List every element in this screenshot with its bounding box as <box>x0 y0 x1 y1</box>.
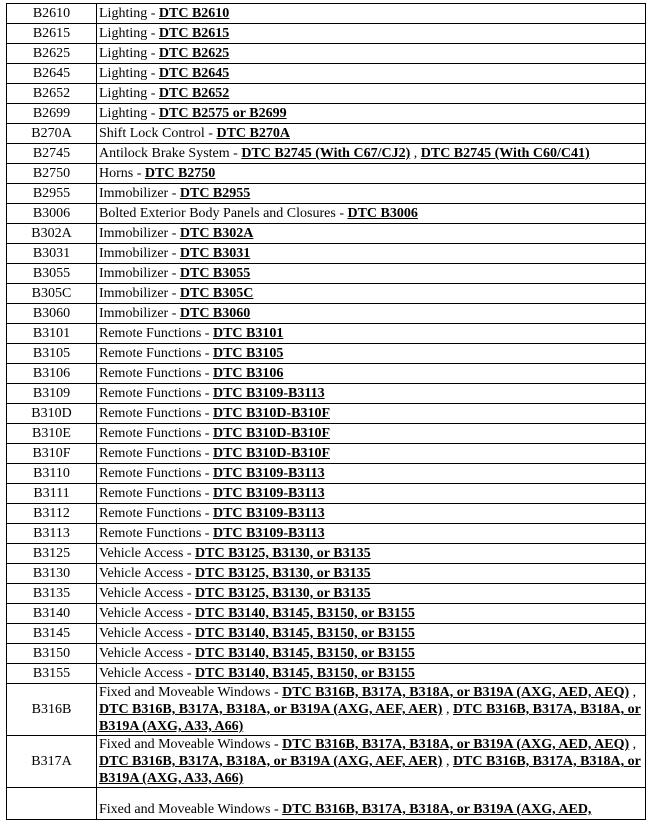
system-name: Immobilizer <box>99 266 169 281</box>
dtc-code-cell: B3155 <box>7 664 97 684</box>
table-row <box>7 604 646 624</box>
dtc-code-cell: B2745 <box>7 144 97 164</box>
table-row <box>7 664 646 684</box>
dtc-description-cell: Remote Functions - DTC B3109-B3113 <box>97 524 646 544</box>
dtc-description-cell: Lighting - DTC B2652 <box>97 84 646 104</box>
system-name: Vehicle Access <box>99 586 184 601</box>
system-name: Lighting <box>99 26 148 41</box>
dtc-link[interactable]: DTC B316B, B317A, B318A, or B319A (AXG, AED, <box>282 802 592 817</box>
dtc-description-cell: Remote Functions - DTC B3105 <box>97 344 646 364</box>
table-row <box>7 736 646 788</box>
dtc-code-cell: B2699 <box>7 104 97 124</box>
system-name: Lighting <box>99 86 148 101</box>
system-name: Fixed and Moveable Windows <box>99 685 271 700</box>
dtc-code-cell <box>7 788 97 820</box>
dtc-description-cell: Vehicle Access - DTC B3125, B3130, or B3135 <box>97 584 646 604</box>
dtc-code-cell: B3106 <box>7 364 97 384</box>
system-name: Immobilizer <box>99 186 169 201</box>
dtc-link[interactable]: DTC B316B, B317A, B318A, or B319A (AXG, AEF, AER) <box>99 702 443 717</box>
table-row <box>7 384 646 404</box>
dtc-description-cell: Lighting - DTC B2645 <box>97 64 646 84</box>
dtc-description-cell: Lighting - DTC B2615 <box>97 24 646 44</box>
dtc-description-cell: Vehicle Access - DTC B3125, B3130, or B3135 <box>97 544 646 564</box>
table-row <box>7 644 646 664</box>
dtc-description-cell: Lighting - DTC B2625 <box>97 44 646 64</box>
dtc-link[interactable]: DTC B270A <box>216 126 290 141</box>
dtc-link[interactable]: DTC B3101 <box>212 326 284 341</box>
system-name: Bolted Exterior Body Panels and Closures <box>99 206 336 221</box>
table-row <box>7 284 646 304</box>
dtc-code-cell: B3111 <box>7 484 97 504</box>
dtc-link[interactable]: DTC B316B, B317A, B318A, or B319A (AXG, AEF, AER) <box>99 754 443 769</box>
system-name: Remote Functions <box>99 486 202 501</box>
dtc-link[interactable]: DTC B316B, B317A, B318A, or B319A (AXG, AED, AEQ) <box>282 685 630 700</box>
table-row <box>7 684 646 736</box>
dtc-code-cell: B3060 <box>7 304 97 324</box>
dtc-description-cell: Remote Functions - DTC B3109-B3113 <box>97 504 646 524</box>
dtc-link[interactable]: DTC B2745 (With C67/CJ2) <box>241 146 411 161</box>
dtc-code-cell: B3130 <box>7 564 97 584</box>
dtc-code-cell: B3031 <box>7 244 97 264</box>
system-name: Vehicle Access <box>99 666 184 681</box>
dtc-code-cell: B302A <box>7 224 97 244</box>
dtc-link[interactable]: DTC B3006 <box>347 206 418 221</box>
table-row <box>7 624 646 644</box>
dtc-code-cell: B3055 <box>7 264 97 284</box>
system-name: Lighting <box>99 106 148 121</box>
system-name: Vehicle Access <box>99 646 184 661</box>
dtc-description-cell: Vehicle Access - DTC B3140, B3145, B3150, or B3155 <box>97 624 646 644</box>
dtc-description-cell: Remote Functions - DTC B3106 <box>97 364 646 384</box>
dtc-code-cell: B270A <box>7 124 97 144</box>
system-name: Immobilizer <box>99 226 169 241</box>
system-name: Lighting <box>99 6 148 21</box>
table-row <box>7 304 646 324</box>
table-row <box>7 264 646 284</box>
system-name: Vehicle Access <box>99 566 184 581</box>
dtc-link[interactable]: DTC B3140, B3145, B3150, or B3155 <box>195 606 415 621</box>
table-row <box>7 224 646 244</box>
dtc-code-cell: B3135 <box>7 584 97 604</box>
dtc-link[interactable]: DTC B3109-B3113 <box>212 526 325 541</box>
dtc-description-cell: Lighting - DTC B2575 or B2699 <box>97 104 646 124</box>
table-row <box>7 444 646 464</box>
dtc-code-cell: B2645 <box>7 64 97 84</box>
table-row <box>7 244 646 264</box>
dtc-link[interactable]: DTC B302A <box>179 226 254 241</box>
table-row <box>7 484 646 504</box>
system-name: Remote Functions <box>99 326 202 341</box>
dtc-description-cell: Shift Lock Control - DTC B270A <box>97 124 646 144</box>
table-row <box>7 64 646 84</box>
table-row <box>7 184 646 204</box>
system-name: Remote Functions <box>99 466 202 481</box>
dtc-link[interactable]: DTC B2610 <box>158 6 230 21</box>
system-name: Remote Functions <box>99 346 202 361</box>
dtc-link[interactable]: DTC B2615 <box>158 26 230 41</box>
dtc-link[interactable]: DTC B305C <box>179 286 254 301</box>
table-row <box>7 124 646 144</box>
dtc-code-cell: B316B <box>7 684 97 736</box>
dtc-code-cell: B3112 <box>7 504 97 524</box>
dtc-link[interactable]: DTC B2625 <box>158 46 230 61</box>
table-row <box>7 344 646 364</box>
dtc-description-cell: Horns - DTC B2750 <box>97 164 646 184</box>
dtc-description-cell: Remote Functions - DTC B310D-B310F <box>97 424 646 444</box>
dtc-description-cell: Remote Functions - DTC B3109-B3113 <box>97 484 646 504</box>
table-row <box>7 564 646 584</box>
dtc-code-cell: B3101 <box>7 324 97 344</box>
dtc-description-cell: Immobilizer - DTC B305C <box>97 284 646 304</box>
system-name: Remote Functions <box>99 406 202 421</box>
dtc-link[interactable]: DTC B316B, B317A, B318A, or B319A (AXG, A33, A66) <box>99 702 641 734</box>
dtc-code-cell: B2652 <box>7 84 97 104</box>
table-row <box>7 364 646 384</box>
system-name: Remote Functions <box>99 426 202 441</box>
system-name: Vehicle Access <box>99 626 184 641</box>
dtc-code-cell: B317A <box>7 736 97 788</box>
dtc-description-cell: Remote Functions - DTC B3109-B3113 <box>97 384 646 404</box>
system-name: Immobilizer <box>99 286 169 301</box>
dtc-link[interactable]: DTC B3140, B3145, B3150, or B3155 <box>195 646 415 661</box>
system-name: Antilock Brake System <box>99 146 230 161</box>
dtc-description-cell: Remote Functions - DTC B310D-B310F <box>97 404 646 424</box>
table-row <box>7 504 646 524</box>
dtc-link[interactable]: DTC B3109-B3113 <box>212 386 325 401</box>
dtc-description-cell: Immobilizer - DTC B3060 <box>97 304 646 324</box>
dtc-link[interactable]: DTC B3106 <box>212 366 284 381</box>
dtc-description-cell: Immobilizer - DTC B302A <box>97 224 646 244</box>
dtc-description-cell: Fixed and Moveable Windows - DTC B316B, B317A, B318A, or B319A (AXG, AED, <box>97 788 646 820</box>
dtc-code-cell: B310D <box>7 404 97 424</box>
dtc-code-cell: B3109 <box>7 384 97 404</box>
table-row <box>7 464 646 484</box>
dtc-code-cell: B3125 <box>7 544 97 564</box>
dtc-code-cell: B2625 <box>7 44 97 64</box>
dtc-link[interactable]: DTC B2652 <box>158 86 230 101</box>
dtc-code-cell: B310E <box>7 424 97 444</box>
system-name: Lighting <box>99 66 148 81</box>
table-row <box>7 204 646 224</box>
dtc-description-cell: Bolted Exterior Body Panels and Closures - DTC B3006 <box>97 204 646 224</box>
dtc-code-cell: B2615 <box>7 24 97 44</box>
dtc-link[interactable]: DTC B2750 <box>144 166 216 181</box>
system-name: Vehicle Access <box>99 546 184 561</box>
dtc-code-cell: B3006 <box>7 204 97 224</box>
system-name: Remote Functions <box>99 446 202 461</box>
system-name: Immobilizer <box>99 246 169 261</box>
dtc-link[interactable]: DTC B3055 <box>179 266 251 281</box>
table-row <box>7 404 646 424</box>
table-row <box>7 84 646 104</box>
table-row <box>7 424 646 444</box>
dtc-description-cell: Immobilizer - DTC B3031 <box>97 244 646 264</box>
dtc-description-cell: Vehicle Access - DTC B3140, B3145, B3150, or B3155 <box>97 644 646 664</box>
dtc-description-cell: Immobilizer - DTC B2955 <box>97 184 646 204</box>
system-name: Remote Functions <box>99 366 202 381</box>
dtc-description-cell: Remote Functions - DTC B310D-B310F <box>97 444 646 464</box>
dtc-link[interactable]: DTC B310D-B310F <box>212 446 331 461</box>
dtc-link[interactable]: DTC B3105 <box>212 346 284 361</box>
system-name: Immobilizer <box>99 306 169 321</box>
dtc-description-cell: Antilock Brake System - DTC B2745 (With C67/CJ2) , DTC B2745 (With C60/C41) <box>97 144 646 164</box>
dtc-link[interactable]: DTC B3109-B3113 <box>212 506 325 521</box>
dtc-description-cell: Fixed and Moveable Windows - DTC B316B, B317A, B318A, or B319A (AXG, AED, AEQ) , DTC B316B, B317A, B318A, or B319A (AXG, AEF, AER) , DTC B316B, B317A, B318A, or B319A (AXG, A33, A66) <box>97 736 646 788</box>
dtc-link[interactable]: DTC B316B, B317A, B318A, or B319A (AXG, A33, A66) <box>99 754 641 786</box>
system-name: Fixed and Moveable Windows <box>99 737 271 752</box>
system-name: Lighting <box>99 46 148 61</box>
dtc-link[interactable]: DTC B310D-B310F <box>212 406 331 421</box>
dtc-link[interactable]: DTC B316B, B317A, B318A, or B319A (AXG, AED, AEQ) <box>282 737 630 752</box>
table-row <box>7 324 646 344</box>
dtc-code-cell: B3110 <box>7 464 97 484</box>
dtc-description-cell: Vehicle Access - DTC B3140, B3145, B3150, or B3155 <box>97 604 646 624</box>
table-row <box>7 524 646 544</box>
dtc-link[interactable]: DTC B2645 <box>158 66 230 81</box>
dtc-description-cell: Vehicle Access - DTC B3140, B3145, B3150, or B3155 <box>97 664 646 684</box>
dtc-table-body <box>7 4 646 820</box>
dtc-code-cell: B2955 <box>7 184 97 204</box>
table-row <box>7 544 646 564</box>
dtc-link[interactable]: DTC B3140, B3145, B3150, or B3155 <box>195 666 415 681</box>
dtc-description-cell: Remote Functions - DTC B3109-B3113 <box>97 464 646 484</box>
dtc-link[interactable]: DTC B3060 <box>179 306 251 321</box>
dtc-code-cell: B3105 <box>7 344 97 364</box>
table-row <box>7 24 646 44</box>
dtc-link[interactable]: DTC B310D-B310F <box>212 426 331 441</box>
dtc-description-cell: Vehicle Access - DTC B3125, B3130, or B3135 <box>97 564 646 584</box>
system-name: Horns <box>99 166 134 181</box>
dtc-description-cell: Fixed and Moveable Windows - DTC B316B, B317A, B318A, or B319A (AXG, AED, AEQ) , DTC B316B, B317A, B318A, or B319A (AXG, AEF, AER) , DTC B316B, B317A, B318A, or B319A (AXG, A33, A66) <box>97 684 646 736</box>
dtc-link[interactable]: DTC B3031 <box>179 246 251 261</box>
dtc-link[interactable]: DTC B3140, B3145, B3150, or B3155 <box>195 626 415 641</box>
dtc-link[interactable]: DTC B2745 (With C60/C41) <box>420 146 590 161</box>
dtc-code-cell: B305C <box>7 284 97 304</box>
system-name: Remote Functions <box>99 526 202 541</box>
table-row <box>7 44 646 64</box>
dtc-code-cell: B2750 <box>7 164 97 184</box>
table-row <box>7 788 646 820</box>
dtc-code-cell: B3140 <box>7 604 97 624</box>
table-row <box>7 584 646 604</box>
table-row <box>7 4 646 24</box>
table-row <box>7 144 646 164</box>
system-name: Vehicle Access <box>99 606 184 621</box>
dtc-link[interactable]: DTC B3125, B3130, or B3135 <box>195 546 371 561</box>
system-name: Fixed and Moveable Windows <box>99 802 271 817</box>
dtc-code-cell: B3150 <box>7 644 97 664</box>
dtc-code-cell: B3113 <box>7 524 97 544</box>
dtc-link[interactable]: DTC B2955 <box>179 186 251 201</box>
system-name: Shift Lock Control <box>99 126 205 141</box>
dtc-code-cell: B310F <box>7 444 97 464</box>
dtc-link[interactable]: DTC B2575 or B2699 <box>158 106 287 121</box>
dtc-table-container <box>6 3 645 820</box>
dtc-description-cell: Lighting - DTC B2610 <box>97 4 646 24</box>
dtc-code-cell: B3145 <box>7 624 97 644</box>
table-row <box>7 164 646 184</box>
dtc-description-cell: Immobilizer - DTC B3055 <box>97 264 646 284</box>
dtc-table <box>6 3 646 820</box>
system-name: Remote Functions <box>99 386 202 401</box>
system-name: Remote Functions <box>99 506 202 521</box>
dtc-link[interactable]: DTC B3109-B3113 <box>212 486 325 501</box>
dtc-link[interactable]: DTC B3109-B3113 <box>212 466 325 481</box>
dtc-code-cell: B2610 <box>7 4 97 24</box>
dtc-link[interactable]: DTC B3125, B3130, or B3135 <box>195 566 371 581</box>
table-row <box>7 104 646 124</box>
dtc-description-cell: Remote Functions - DTC B3101 <box>97 324 646 344</box>
dtc-link[interactable]: DTC B3125, B3130, or B3135 <box>195 586 371 601</box>
